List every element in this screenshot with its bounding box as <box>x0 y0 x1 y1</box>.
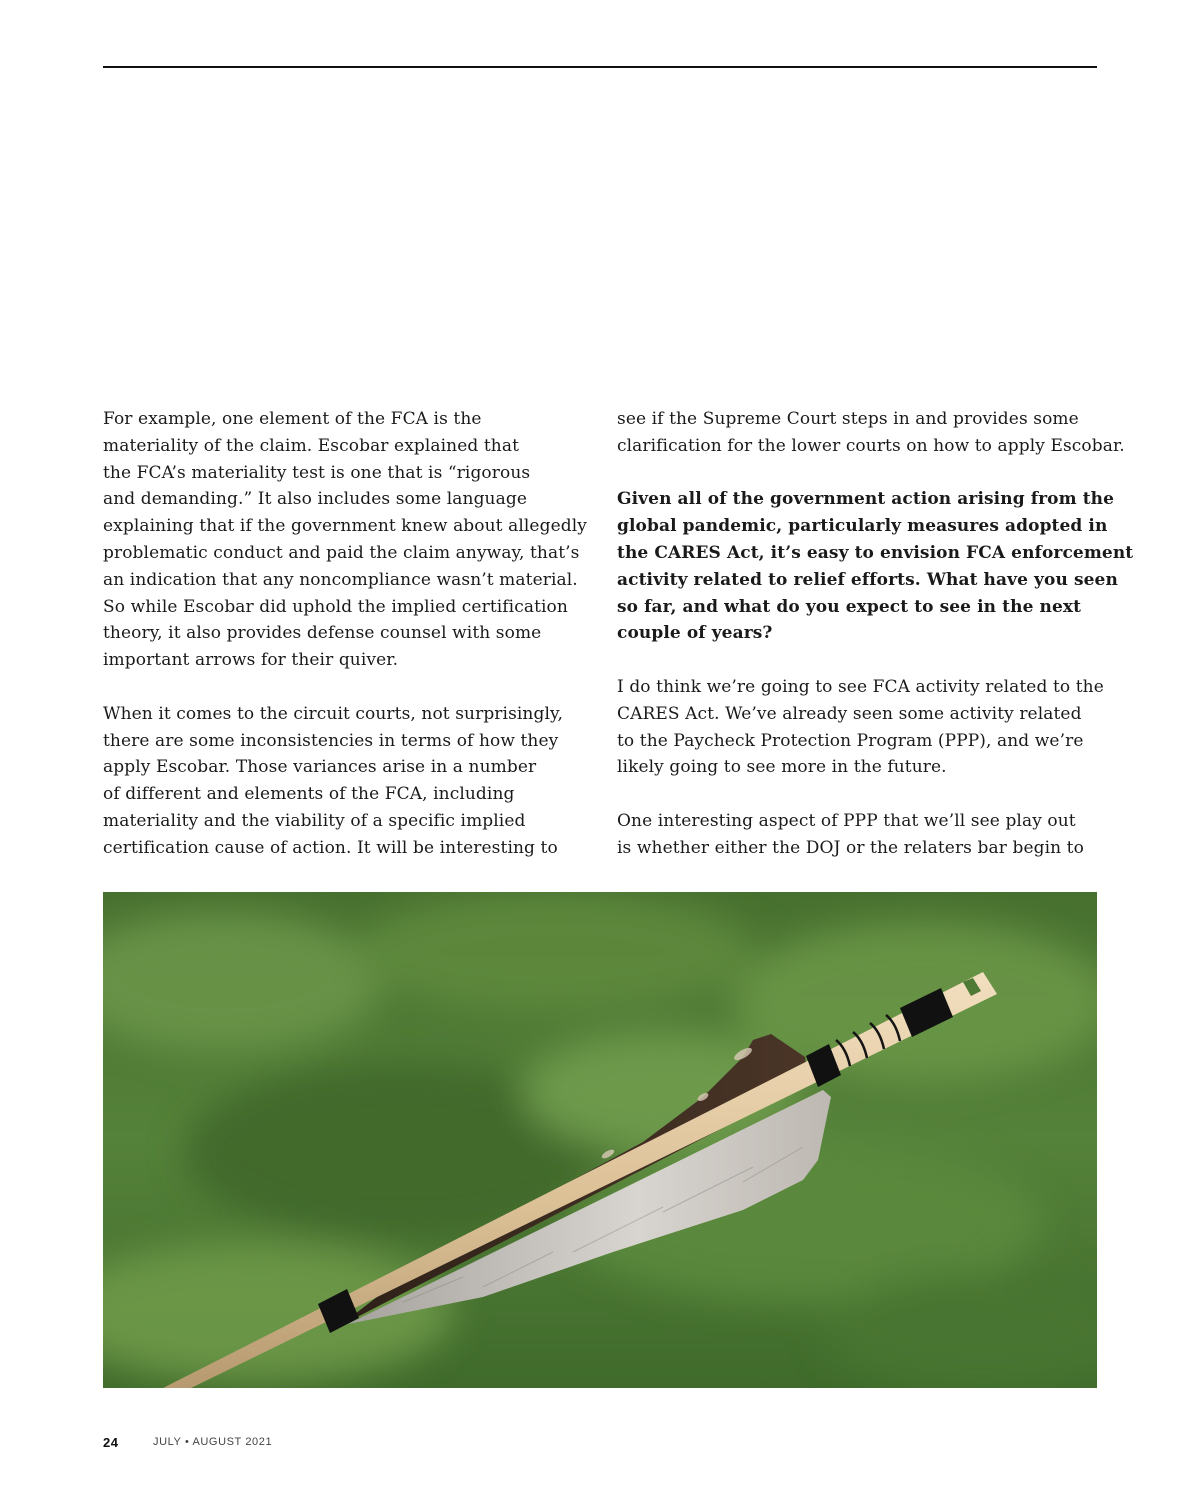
text-line: the FCA’s materiality test is one that is “rigorous <box>103 462 531 483</box>
text-line: materiality and the viability of a specific implied <box>103 810 526 831</box>
text-line: so far, and what do you expect to see in the next <box>617 596 1082 617</box>
text-line: When it comes to the circuit courts, not surprisingly, <box>103 703 563 724</box>
page-number: 24 <box>103 1435 119 1450</box>
paragraph <box>617 808 1107 862</box>
issue-date: JULY • AUGUST 2021 <box>153 1436 273 1448</box>
text-line: apply Escobar. Those variances arise in a number <box>103 757 537 778</box>
arrow-fletching-photo <box>103 892 1097 1388</box>
text-line: So while Escobar did uphold the implied certification <box>103 596 568 617</box>
text-line: problematic conduct and paid the claim anyway, that’s <box>103 542 580 563</box>
text-line: important arrows for their quiver. <box>103 650 399 671</box>
text-line: CARES Act. We’ve already seen some activity related <box>617 703 1082 724</box>
text-line: and demanding.” It also includes some language <box>103 489 527 510</box>
text-line: global pandemic, particularly measures adopted in <box>617 516 1108 537</box>
text-line: explaining that if the government knew about allegedly <box>103 516 587 537</box>
text-line: an indication that any noncompliance wasn’t material. <box>103 569 578 590</box>
article-column-right <box>617 406 1134 888</box>
interview-question <box>617 486 1134 647</box>
text-line: to the Paycheck Protection Program (PPP), and we’re <box>617 730 1084 751</box>
text-line: the CARES Act, it’s easy to envision FCA enforcement <box>617 542 1134 563</box>
text-line: is whether either the DOJ or the relaters bar begin to <box>617 837 1084 858</box>
text-line: couple of years? <box>617 623 773 644</box>
text-line: of different and elements of the FCA, including <box>103 784 515 805</box>
top-rule <box>103 66 1097 68</box>
paragraph <box>103 701 593 862</box>
page-footer <box>103 1434 273 1452</box>
text-line: theory, it also provides defense counsel with some <box>103 623 542 644</box>
text-line: Given all of the government action arising from the <box>617 489 1115 510</box>
text-line: For example, one element of the FCA is the <box>103 409 482 429</box>
text-line: there are some inconsistencies in terms of how they <box>103 730 559 751</box>
text-line: One interesting aspect of PPP that we’ll see play out <box>617 810 1076 831</box>
article-column-left <box>103 406 593 888</box>
text-line: clarification for the lower courts on how to apply Escobar. <box>617 435 1125 456</box>
paragraph <box>617 674 1107 781</box>
text-line: materiality of the claim. Escobar explained that <box>103 435 520 456</box>
text-line: activity related to relief efforts. What have you seen <box>617 569 1118 590</box>
text-line: likely going to see more in the future. <box>617 757 947 778</box>
paragraph <box>103 406 593 674</box>
text-line: see if the Supreme Court steps in and provides some <box>617 409 1079 429</box>
text-line: certification cause of action. It will be interesting to <box>103 837 558 858</box>
paragraph <box>617 406 1125 460</box>
text-line: I do think we’re going to see FCA activity related to the <box>617 676 1104 697</box>
